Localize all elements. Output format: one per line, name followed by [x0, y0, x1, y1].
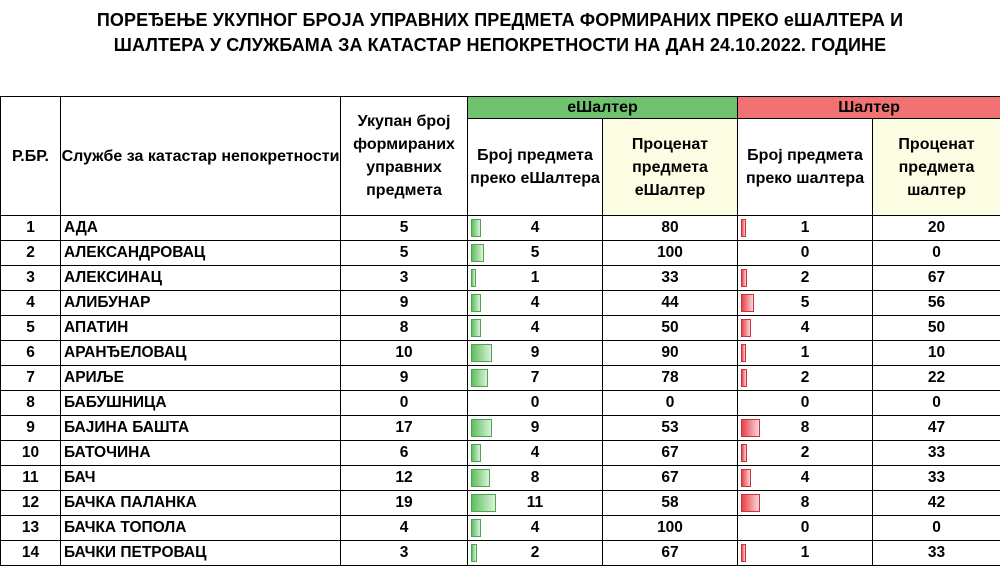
cell-s-count-value: 8 — [801, 494, 810, 511]
header-e-pct: Проценат предмета еШалтер — [603, 119, 738, 216]
cell-s-pct: 33 — [873, 541, 1000, 566]
cell-s-pct: 42 — [873, 491, 1000, 516]
cell-e-count-value: 5 — [531, 244, 540, 261]
cell-e-pct: 50 — [603, 316, 738, 341]
cell-s-count-value: 1 — [801, 219, 810, 236]
cell-e-count — [468, 516, 603, 541]
table-row — [1, 416, 1000, 441]
cell-s-count — [738, 216, 873, 241]
eshalter-data-bar — [471, 294, 481, 312]
cell-e-pct: 0 — [603, 391, 738, 416]
title-line-1: ПОРЕЂЕЊЕ УКУПНОГ БРОЈА УПРАВНИХ ПРЕДМЕТА ФОРМИРАНИХ ПРЕКО еШАЛТЕРА И — [0, 8, 1000, 33]
cell-rbr: 8 — [1, 391, 61, 416]
cell-s-pct: 0 — [873, 391, 1000, 416]
header-service: Службе за катастар непокретности — [61, 97, 341, 216]
cell-s-count — [738, 416, 873, 441]
cell-e-count-value: 1 — [531, 269, 540, 286]
cell-s-count-value: 4 — [801, 469, 810, 486]
cell-rbr: 5 — [1, 316, 61, 341]
table-row — [1, 441, 1000, 466]
cell-e-pct: 67 — [603, 466, 738, 491]
cell-e-count — [468, 266, 603, 291]
cell-total: 10 — [341, 341, 468, 366]
cell-e-count — [468, 491, 603, 516]
cell-service-name: БАЈИНА БАШТА — [61, 416, 341, 441]
cell-s-pct: 47 — [873, 416, 1000, 441]
cell-s-count — [738, 466, 873, 491]
cell-s-count — [738, 341, 873, 366]
cell-e-count — [468, 466, 603, 491]
table-row — [1, 266, 1000, 291]
cell-e-count — [468, 541, 603, 566]
cell-service-name: АЛЕКСИНАЦ — [61, 266, 341, 291]
cell-s-count-value: 8 — [801, 419, 810, 436]
cell-s-count-value: 2 — [801, 269, 810, 286]
cell-e-count — [468, 216, 603, 241]
table-row — [1, 341, 1000, 366]
cell-rbr: 11 — [1, 466, 61, 491]
cell-s-pct: 20 — [873, 216, 1000, 241]
header-s-count: Број предмета преко шалтера — [738, 119, 873, 216]
cell-total: 3 — [341, 541, 468, 566]
shalter-data-bar — [741, 469, 751, 487]
table-row — [1, 391, 1000, 416]
table-row — [1, 541, 1000, 566]
table-row — [1, 291, 1000, 316]
cell-e-count-value: 4 — [531, 444, 540, 461]
cell-s-pct: 22 — [873, 366, 1000, 391]
cell-rbr: 4 — [1, 291, 61, 316]
shalter-data-bar — [741, 294, 754, 312]
eshalter-data-bar — [471, 419, 492, 437]
cell-total: 19 — [341, 491, 468, 516]
cell-e-pct: 100 — [603, 516, 738, 541]
cell-total: 5 — [341, 241, 468, 266]
cell-s-count — [738, 516, 873, 541]
cell-s-pct: 0 — [873, 516, 1000, 541]
eshalter-data-bar — [471, 544, 477, 562]
cell-e-pct: 100 — [603, 241, 738, 266]
table-row — [1, 241, 1000, 266]
cell-e-count-value: 9 — [531, 419, 540, 436]
cell-e-count-value: 8 — [531, 469, 540, 486]
cell-s-count-value: 1 — [801, 544, 810, 561]
cell-total: 5 — [341, 216, 468, 241]
cell-s-count — [738, 541, 873, 566]
cell-s-pct: 50 — [873, 316, 1000, 341]
page-title — [0, 8, 1000, 58]
table-row — [1, 316, 1000, 341]
eshalter-data-bar — [471, 319, 481, 337]
cell-rbr: 3 — [1, 266, 61, 291]
cell-s-count-value: 5 — [801, 294, 810, 311]
header-rbr: Р.БР. — [1, 97, 61, 216]
cell-s-count — [738, 441, 873, 466]
cell-service-name: БАЧКА ПАЛАНКА — [61, 491, 341, 516]
cell-s-pct: 56 — [873, 291, 1000, 316]
cell-service-name: АЛЕКСАНДРОВАЦ — [61, 241, 341, 266]
shalter-data-bar — [741, 219, 746, 237]
cell-rbr: 6 — [1, 341, 61, 366]
cell-service-name: АЛИБУНАР — [61, 291, 341, 316]
cell-s-count — [738, 291, 873, 316]
comparison-table — [0, 96, 1000, 566]
cell-e-count-value: 4 — [531, 294, 540, 311]
cell-e-pct: 33 — [603, 266, 738, 291]
cell-e-pct: 58 — [603, 491, 738, 516]
shalter-data-bar — [741, 494, 760, 512]
cell-e-count — [468, 316, 603, 341]
cell-e-count — [468, 416, 603, 441]
shalter-data-bar — [741, 419, 760, 437]
cell-e-count — [468, 391, 603, 416]
cell-rbr: 10 — [1, 441, 61, 466]
cell-service-name: БАТОЧИНА — [61, 441, 341, 466]
cell-rbr: 1 — [1, 216, 61, 241]
cell-e-count — [468, 241, 603, 266]
cell-s-count — [738, 266, 873, 291]
table-row — [1, 491, 1000, 516]
header-s-pct: Проценат предмета шалтер — [873, 119, 1000, 216]
cell-service-name: АРАНЂЕЛОВАЦ — [61, 341, 341, 366]
cell-s-count — [738, 391, 873, 416]
cell-e-pct: 80 — [603, 216, 738, 241]
cell-service-name: АПАТИН — [61, 316, 341, 341]
cell-e-count-value: 11 — [527, 494, 543, 511]
cell-service-name: АДА — [61, 216, 341, 241]
cell-e-count-value: 9 — [531, 344, 540, 361]
shalter-data-bar — [741, 269, 747, 287]
eshalter-data-bar — [471, 519, 481, 537]
cell-service-name: БАБУШНИЦА — [61, 391, 341, 416]
cell-s-count — [738, 316, 873, 341]
eshalter-data-bar — [471, 369, 488, 387]
cell-rbr: 13 — [1, 516, 61, 541]
cell-s-count-value: 2 — [801, 369, 810, 386]
cell-service-name: АРИЉЕ — [61, 366, 341, 391]
cell-e-pct: 67 — [603, 541, 738, 566]
cell-service-name: БАЧ — [61, 466, 341, 491]
cell-s-count — [738, 366, 873, 391]
cell-total: 12 — [341, 466, 468, 491]
cell-e-count-value: 4 — [531, 519, 540, 536]
eshalter-data-bar — [471, 344, 492, 362]
table-row — [1, 216, 1000, 241]
cell-e-count-value: 4 — [531, 219, 540, 236]
header-shalter-group: Шалтер — [738, 97, 1000, 119]
cell-total: 0 — [341, 391, 468, 416]
cell-s-count-value: 4 — [801, 319, 810, 336]
cell-e-count-value: 4 — [531, 319, 540, 336]
eshalter-data-bar — [471, 244, 484, 262]
cell-s-count-value: 0 — [801, 394, 810, 411]
cell-s-count-value: 0 — [801, 519, 810, 536]
shalter-data-bar — [741, 369, 747, 387]
cell-e-count — [468, 441, 603, 466]
cell-rbr: 9 — [1, 416, 61, 441]
shalter-data-bar — [741, 544, 746, 562]
cell-total: 3 — [341, 266, 468, 291]
cell-service-name: БАЧКИ ПЕТРОВАЦ — [61, 541, 341, 566]
eshalter-data-bar — [471, 219, 481, 237]
cell-e-count — [468, 341, 603, 366]
header-eshalter-group: еШалтер — [468, 97, 738, 119]
cell-e-count — [468, 366, 603, 391]
cell-rbr: 7 — [1, 366, 61, 391]
cell-total: 8 — [341, 316, 468, 341]
title-line-2: ШАЛТЕРА У СЛУЖБАМА ЗА КАТАСТАР НЕПОКРЕТНОСТИ НА ДАН 24.10.2022. ГОДИНЕ — [0, 33, 1000, 58]
cell-e-pct: 44 — [603, 291, 738, 316]
eshalter-data-bar — [471, 469, 490, 487]
shalter-data-bar — [741, 319, 751, 337]
cell-s-count-value: 1 — [801, 344, 810, 361]
eshalter-data-bar — [471, 444, 481, 462]
cell-e-count-value: 7 — [531, 369, 540, 386]
cell-s-count-value: 0 — [801, 244, 810, 261]
header-total: Укупан број формираних управних предмета — [341, 97, 468, 216]
cell-s-count — [738, 491, 873, 516]
cell-e-pct: 90 — [603, 341, 738, 366]
cell-rbr: 12 — [1, 491, 61, 516]
table-row — [1, 366, 1000, 391]
cell-total: 17 — [341, 416, 468, 441]
cell-s-pct: 67 — [873, 266, 1000, 291]
cell-e-pct: 53 — [603, 416, 738, 441]
cell-service-name: БАЧКА ТОПОЛА — [61, 516, 341, 541]
cell-s-count — [738, 241, 873, 266]
cell-total: 9 — [341, 291, 468, 316]
cell-s-pct: 10 — [873, 341, 1000, 366]
cell-rbr: 14 — [1, 541, 61, 566]
cell-e-pct: 67 — [603, 441, 738, 466]
table-row — [1, 466, 1000, 491]
cell-e-count-value: 0 — [531, 394, 540, 411]
cell-e-pct: 78 — [603, 366, 738, 391]
cell-s-pct: 0 — [873, 241, 1000, 266]
cell-total: 6 — [341, 441, 468, 466]
eshalter-data-bar — [471, 269, 476, 287]
shalter-data-bar — [741, 344, 746, 362]
cell-s-pct: 33 — [873, 466, 1000, 491]
eshalter-data-bar — [471, 494, 496, 512]
cell-s-count-value: 2 — [801, 444, 810, 461]
table-body — [1, 216, 1000, 566]
table-row — [1, 516, 1000, 541]
cell-total: 4 — [341, 516, 468, 541]
cell-rbr: 2 — [1, 241, 61, 266]
cell-total: 9 — [341, 366, 468, 391]
cell-e-count-value: 2 — [531, 544, 540, 561]
header-e-count: Број предмета преко еШалтера — [468, 119, 603, 216]
shalter-data-bar — [741, 444, 747, 462]
cell-e-count — [468, 291, 603, 316]
cell-s-pct: 33 — [873, 441, 1000, 466]
